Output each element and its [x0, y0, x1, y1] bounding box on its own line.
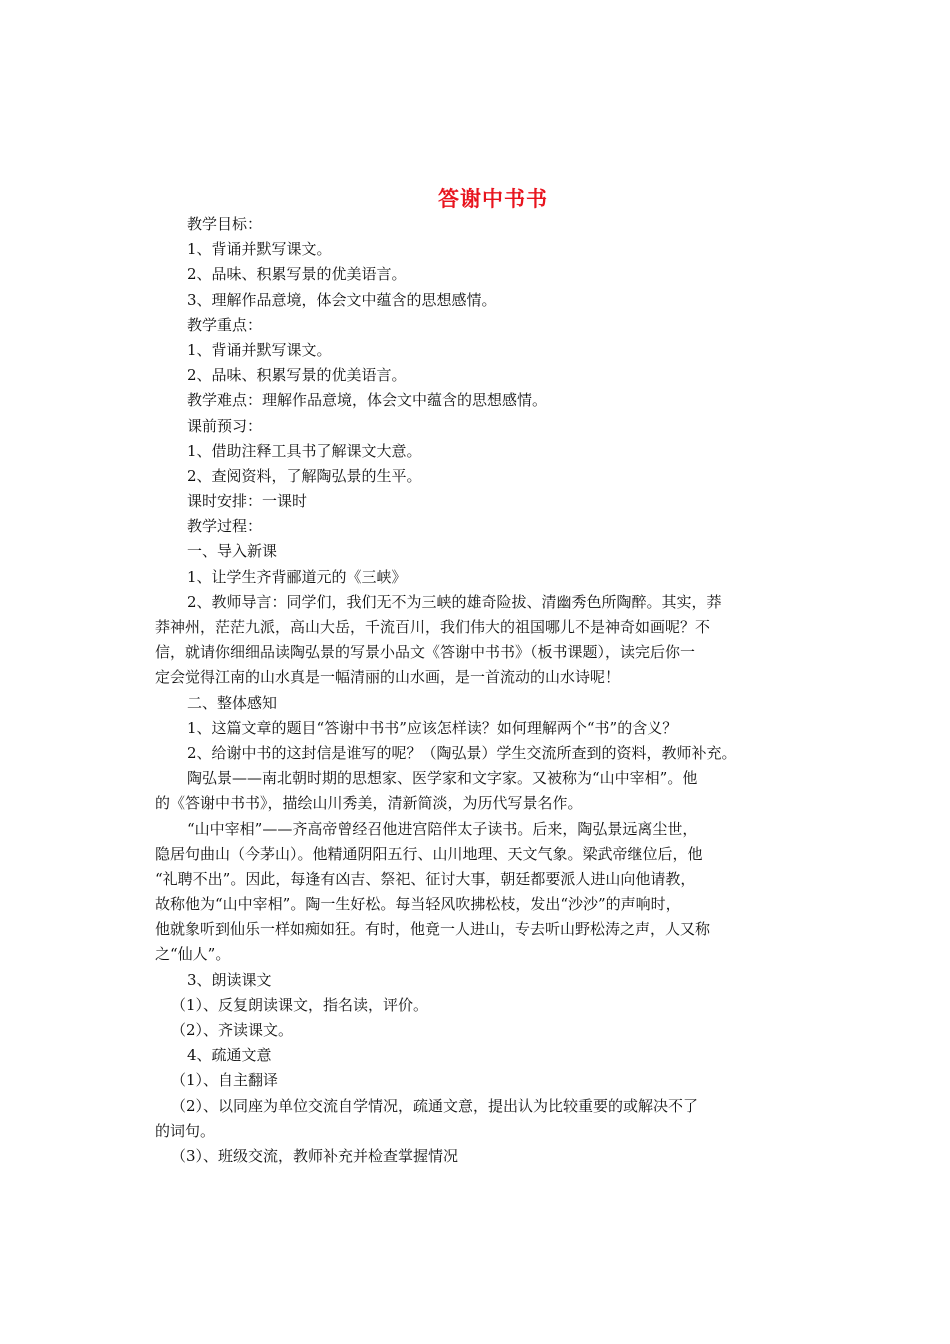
text-line: （1）、反复朗读课文，指名读，评价。	[171, 995, 429, 1014]
text-line: 2、品味、积累写景的优美语言。	[187, 366, 407, 385]
text-line: （3）、班级交流，教师补充并检查掌握情况	[171, 1146, 459, 1165]
document-body	[155, 212, 791, 1169]
text-line: 1、让学生齐背郦道元的《三峡》	[187, 567, 407, 586]
text-line: 2、品味、积累写景的优美语言。	[187, 265, 407, 284]
text-line: 2、查阅资料，了解陶弘景的生平。	[187, 466, 422, 485]
text-line: 1、这篇文章的题目“答谢中书书”应该怎样读？如何理解两个“书”的含义？	[187, 718, 678, 737]
text-line: 课时安排：一课时	[187, 492, 308, 511]
text-line: 教学过程：	[187, 517, 263, 536]
text-line: 课前预习：	[187, 416, 263, 435]
text-line: 1、背诵并默写课文。	[187, 240, 332, 259]
text-line: 教学重点：	[187, 315, 263, 334]
text-line: 之“仙人”。	[155, 945, 231, 964]
text-line: 2、给谢中书的这封信是谁写的呢？（陶弘景）学生交流所查到的资料，教师补充。	[187, 743, 737, 762]
text-line: 一、导入新课	[187, 542, 278, 561]
text-line: （2）、以同座为单位交流自学情况，疏通文意，提出认为比较重要的或解决不了	[171, 1096, 699, 1115]
text-line: 1、借助注释工具书了解课文大意。	[187, 441, 422, 460]
text-line: “山中宰相”——齐高帝曾经召他进宫陪伴太子读书。后来，陶弘景远离尘世，	[187, 819, 698, 838]
text-line: 二、整体感知	[187, 693, 278, 712]
text-line: 4、疏通文意	[187, 1046, 272, 1065]
text-line: 信，就请你细细品读陶弘景的写景小品文《答谢中书书》（板书课题），读完后你一	[155, 643, 696, 662]
text-line: （1）、自主翻译	[171, 1071, 279, 1090]
text-line: 3、朗读课文	[187, 970, 272, 989]
text-line: 隐居句曲山（今茅山）。他精通阴阳五行、山川地理、天文气象。梁武帝继位后，他	[155, 844, 703, 863]
text-line: 故称他为“山中宰相”。陶一生好松。每当轻风吹拂松枝，发出“沙沙”的声响时，	[155, 895, 681, 914]
text-line: 1、背诵并默写课文。	[187, 340, 332, 359]
text-line: 3、理解作品意境，体会文中蕴含的思想感情。	[187, 290, 497, 309]
text-line: 的《答谢中书书》，描绘山川秀美，清新简淡，为历代写景名作。	[155, 794, 583, 813]
text-line: 莽神州，茫茫九派，高山大岳，千流百川，我们伟大的祖国哪儿不是神奇如画呢？不	[155, 618, 711, 636]
text-line: 2、教师导言：同学们，我们无不为三峡的雄奇险拔、清幽秀色所陶醉。其实，莽	[187, 592, 722, 611]
text-line: “礼聘不出”。因此，每逢有凶吉、祭祀、征讨大事，朝廷都要派人进山向他请教，	[155, 869, 696, 888]
text-line: 的词句。	[155, 1121, 216, 1140]
text-line: 教学难点：理解作品意境，体会文中蕴含的思想感情。	[187, 391, 548, 410]
text-line: （2）、齐读课文。	[171, 1021, 294, 1039]
text-line: 陶弘景——南北朝时期的思想家、医学家和文字家。又被称为“山中宰相”。他	[187, 769, 698, 788]
text-line: 他就象听到仙乐一样如痴如狂。有时，他竟一人进山，专去听山野松涛之声，人又称	[155, 920, 711, 939]
text-line: 定会觉得江南的山水真是一幅清丽的山水画，是一首流动的山水诗呢！	[155, 668, 621, 687]
document-title: 答谢中书书	[438, 187, 548, 211]
text-line: 教学目标：	[187, 215, 263, 233]
